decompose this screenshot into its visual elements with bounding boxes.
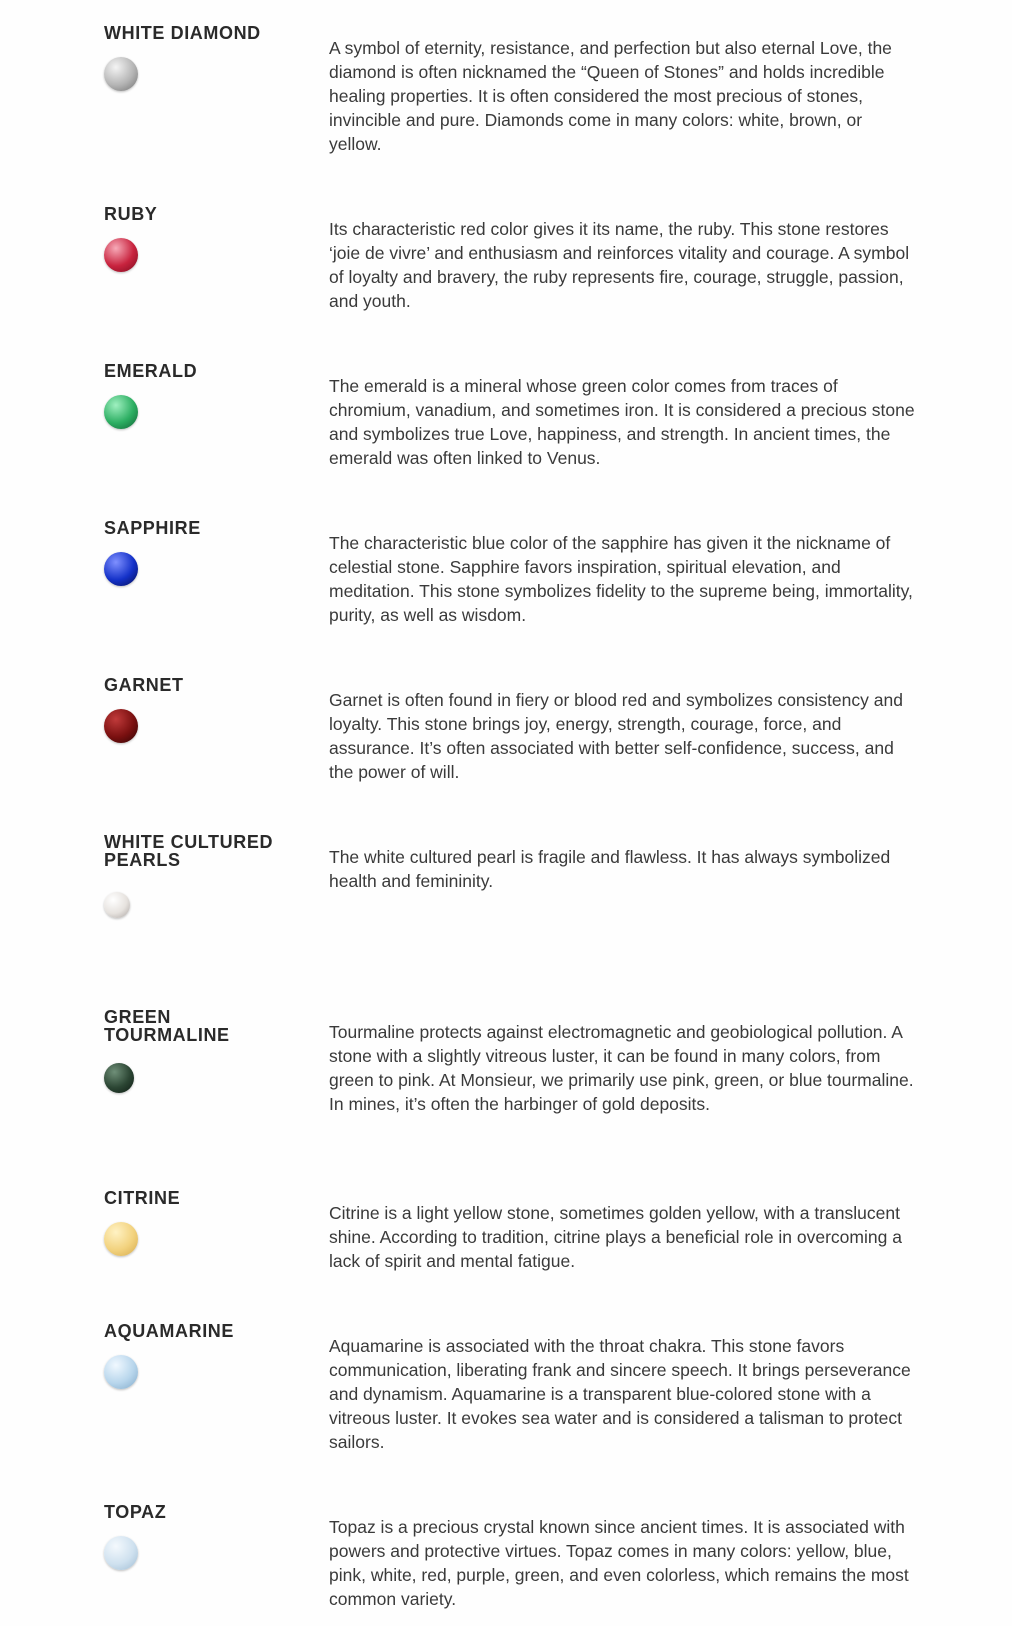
- gem-entry-garnet: [0, 676, 1012, 796]
- gem-description: A symbol of eternity, resistance, and perfection but also eternal Love, the diamond is often nicknamed the “Queen of Stones” and holds incredible healing properties. It is often considered the most precious of stones, invincible and pure. Diamonds come in many colors: white, brown, or yellow.: [329, 38, 892, 154]
- gem-entry-emerald: [0, 362, 1012, 482]
- gem-name: GREEN TOURMALINE: [104, 1007, 230, 1045]
- gem-entry-citrine: [0, 1189, 1012, 1299]
- gem-name: WHITE CULTURED PEARLS: [104, 832, 274, 870]
- gem-description: Its characteristic red color gives it its name, the ruby. This stone restores ‘joie de vivre’ and enthusiasm and reinforces vitality and courage. A symbol of loyalty and bravery, the ruby represents fire, courage, struggle, passion, and youth.: [329, 219, 910, 311]
- white-diamond-icon: [104, 57, 138, 91]
- gem-description: The emerald is a mineral whose green color comes from traces of chromium, vanadium, and sometimes iron. It is considered a precious stone and symbolizes true Love, happiness, and strength. In ancient times, the emerald was often linked to Venus.: [329, 376, 915, 468]
- gem-entry-white-cultured-pearls: [0, 833, 1012, 973]
- sapphire-icon: [104, 552, 138, 586]
- gem-name: WHITE DIAMOND: [104, 23, 261, 43]
- pearl-icon: [104, 892, 130, 918]
- gem-name: AQUAMARINE: [104, 1321, 234, 1341]
- gem-description: The white cultured pearl is fragile and flawless. It has always symbolized health and femininity.: [329, 847, 891, 891]
- green-tourmaline-icon: [104, 1063, 134, 1093]
- gem-name: TOPAZ: [104, 1502, 167, 1522]
- gem-description: Citrine is a light yellow stone, sometimes golden yellow, with a translucent shine. According to tradition, citrine plays a beneficial role in overcoming a lack of spirit and mental fatigue.: [329, 1203, 902, 1271]
- gem-entry-aquamarine: [0, 1322, 1012, 1472]
- gem-entry-topaz: [0, 1503, 1012, 1621]
- ruby-icon: [104, 238, 138, 272]
- emerald-icon: [104, 395, 138, 429]
- gem-entry-ruby: [0, 205, 1012, 325]
- gem-name: CITRINE: [104, 1188, 181, 1208]
- gem-name: GARNET: [104, 675, 184, 695]
- citrine-icon: [104, 1222, 138, 1256]
- gem-description: Aquamarine is associated with the throat chakra. This stone favors communication, liberating frank and sincere speech. It brings perseverance and dynamism. Aquamarine is a transparent blue-colored stone with a vitreous luster. It evokes sea water and is considered a talisman to protect sailors.: [329, 1336, 911, 1452]
- aquamarine-icon: [104, 1355, 138, 1389]
- gem-name: RUBY: [104, 204, 158, 224]
- gem-entry-white-diamond: [0, 24, 1012, 174]
- gem-description: Garnet is often found in fiery or blood red and symbolizes consistency and loyalty. This stone brings joy, energy, strength, courage, force, and assurance. It’s often associated with better self-confidence, success, and the power of will.: [329, 690, 903, 782]
- gem-name: EMERALD: [104, 361, 198, 381]
- gem-entry-green-tourmaline: [0, 1008, 1012, 1158]
- gem-description: Tourmaline protects against electromagnetic and geobiological pollution. A stone with a slightly vitreous luster, it can be found in many colors, from green to pink. At Monsieur, we primarily use pink, green, or blue tourmaline. In mines, it’s often the harbinger of gold deposits.: [329, 1022, 914, 1114]
- gem-description: Topaz is a precious crystal known since ancient times. It is associated with powers and protective virtues. Topaz comes in many colors: yellow, blue, pink, white, red, purple, green, and even colorless, which remains the most common variety.: [329, 1517, 909, 1609]
- gem-entry-sapphire: [0, 519, 1012, 639]
- gem-name: SAPPHIRE: [104, 518, 201, 538]
- topaz-icon: [104, 1536, 138, 1570]
- garnet-icon: [104, 709, 138, 743]
- gem-description: The characteristic blue color of the sapphire has given it the nickname of celestial stone. Sapphire favors inspiration, spiritual elevation, and meditation. This stone symbolizes fidelity to the supreme being, immortality, purity, as well as wisdom.: [329, 533, 913, 625]
